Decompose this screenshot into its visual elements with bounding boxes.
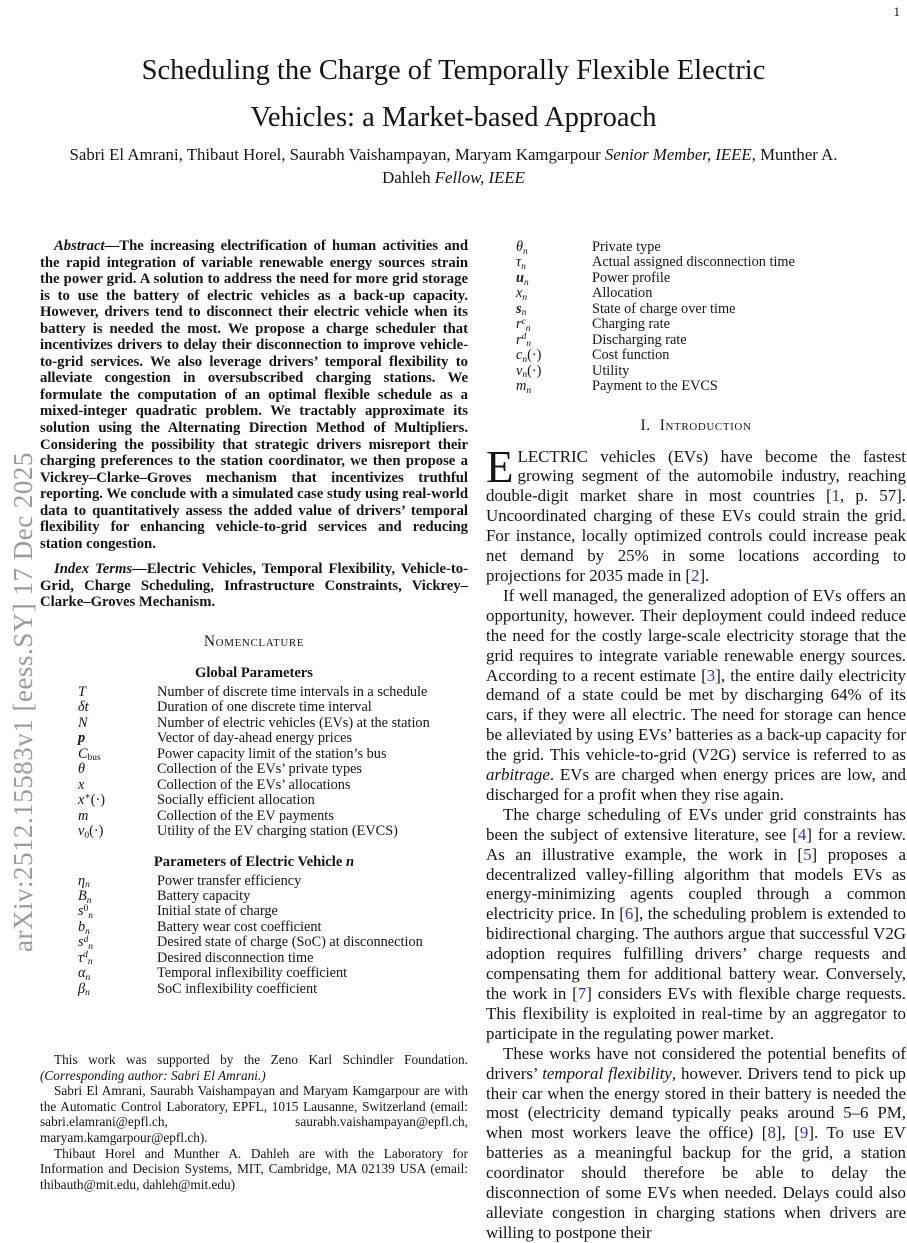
text-segment: This work was supported by the Zeno Karl Schindler Foundation.: [54, 1052, 468, 1067]
symbol-description: [157, 981, 317, 997]
text-segment: ∗: [84, 792, 91, 803]
intro-paragraph-2: [486, 586, 906, 805]
citation-link[interactable]: 9: [799, 1123, 809, 1143]
text-segment: (·): [527, 362, 542, 379]
nomenclature-entry: [40, 716, 468, 731]
text-segment: n: [526, 385, 532, 396]
text-segment: d: [83, 950, 88, 961]
text-segment: C: [78, 745, 88, 762]
right-column: [486, 239, 907, 1242]
nomenclature-entry: [486, 333, 906, 348]
symbol-description: [157, 903, 278, 919]
text-segment: ] for a review. As an illustrative example, the work in [: [486, 824, 906, 864]
ev-parameters-heading: [40, 854, 468, 871]
global-parameters-list: [40, 685, 468, 840]
global-parameters-heading: Global Parameters: [195, 665, 313, 682]
text-segment: n: [525, 323, 531, 334]
text-segment: n: [85, 880, 90, 891]
citation-link[interactable]: 4: [797, 824, 807, 844]
symbol-description: [157, 808, 334, 824]
text-segment: Temporal inflexibility coefficient: [157, 965, 348, 982]
text-segment: N: [78, 714, 88, 731]
citation-link[interactable]: 5: [803, 844, 812, 864]
text-segment: n: [526, 339, 532, 350]
text-segment: v: [516, 362, 523, 379]
nomenclature-entry: [40, 747, 468, 762]
affiliation-mit: [40, 1146, 468, 1193]
text-segment: These works have not considered the potential benefits of drivers’: [486, 1043, 906, 1083]
text-segment: The charge scheduling of EVs under grid constraints has been the subject of extensive literature, see [: [486, 804, 906, 844]
nomenclature-entry: [486, 348, 906, 363]
citation-link[interactable]: 6: [624, 904, 634, 924]
symbol-description: [157, 699, 372, 715]
symbol-description: [592, 316, 670, 332]
citation-link[interactable]: 8: [767, 1123, 776, 1143]
text-segment: u: [516, 269, 524, 286]
symbol: [78, 716, 88, 731]
text-segment: n: [523, 246, 528, 257]
nomenclature-entry: [40, 685, 468, 700]
text-segment: n: [521, 262, 526, 273]
text-segment: n: [85, 926, 90, 937]
text-segment: ], [: [775, 1123, 800, 1143]
text-segment: Socially efficient allocation: [157, 792, 315, 809]
text-segment: —The increasing electrification of human activities and the rapid integration of variable renewable energy sources strain the power grid. A solution to address the need for more grid storage is to use the battery of electric vehicles as a back-up capacity. However, drivers tend to disconnect their electric vehicle when its battery is needed the most. We propose a charge scheduler that incentivizes drivers to delay their disconnection to improve vehicle-to-grid services. We also leverage drivers’ temporal flexibility to alleviate congestion in oversubscribed charging stations. We formulate the computation of an optimal flexible schedule as a mixed-integer quadratic problem. We tractably approximate its solution using the Alternating Direction Method of Multipliers. Considering the possibility that strategic drivers misreport their charging preferences to the station coordinator, we then propose a Vickrey–Clarke–Groves mechanism that incentivizes truthful reporting. We conclude with a simulated case study using real-world data to quantitatively assess the added value of drivers’ temporal flexibility for enhancing vehicle-to-grid services and reducing station congestion.: [40, 238, 468, 552]
text-segment: v: [78, 823, 85, 840]
text-segment: (·): [89, 823, 104, 840]
text-segment: Utility: [592, 362, 630, 379]
text-segment: c: [516, 347, 523, 364]
title-line-2: Vehicles: a Market-based Approach: [250, 101, 657, 133]
text-segment: η: [78, 872, 86, 889]
text-segment: Cost function: [592, 347, 670, 364]
page-number: 1: [893, 4, 900, 19]
symbol-description: [157, 934, 423, 950]
text-segment: Index Terms: [54, 561, 133, 578]
text-segment: n: [522, 354, 528, 365]
symbol: [78, 700, 89, 715]
symbol-description: [157, 823, 398, 839]
text-segment: Battery capacity: [157, 888, 251, 905]
nomenclature-entry: [486, 302, 906, 317]
text-segment: B: [78, 888, 87, 905]
nomenclature-entry: [486, 254, 906, 273]
symbol-description: [592, 285, 652, 301]
text-segment: n: [522, 293, 528, 303]
citation-link[interactable]: 1: [831, 486, 841, 506]
text-segment: θ: [516, 239, 524, 255]
text-segment: T: [78, 684, 86, 701]
symbol: [78, 762, 85, 777]
text-segment: (·): [527, 347, 542, 364]
text-segment: Discharging rate: [592, 331, 687, 348]
symbol-description: [157, 684, 427, 700]
symbol-description: [157, 965, 347, 981]
text-segment: Allocation: [592, 285, 653, 302]
text-segment: n: [85, 972, 91, 983]
text-segment: τ: [78, 949, 84, 966]
text-segment: Payment to the EVCS: [592, 378, 718, 395]
nomenclature-entry: [486, 286, 906, 301]
nomenclature-entry: [40, 920, 468, 935]
text-segment: β: [78, 980, 86, 997]
symbol-description: [157, 746, 387, 762]
text-segment: n: [521, 308, 527, 319]
left-column: [40, 238, 468, 1200]
text-segment: ]. To use EV batteries as a meaningful backup for the grid, a station coordinator should therefore be able to delay the disconnection of some EVs when needed. Delays could also alleviate congestion in charging stations when drivers are willing to postpone their: [486, 1123, 906, 1242]
text-segment: n: [522, 370, 528, 381]
text-segment: , p. 57]. Uncoordinated charging of these EVs could strain the grid. For instance, locally optimized controls could increase peak net demand by 25% in some locations according to projections for 2035 made in [: [486, 486, 906, 585]
text-segment: (Corresponding author: Sabri El Amrani.): [40, 1067, 266, 1083]
nomenclature-entry: [40, 951, 468, 966]
section-number: I.: [640, 416, 651, 434]
text-segment: Power profile: [592, 269, 671, 286]
text-segment: n: [87, 957, 93, 968]
text-segment: Charging rate: [592, 316, 670, 333]
text-segment: ] considers EVs with flexible charge requests. This flexibility is exploited in real-time by an aggregator to participate in the regulating power market.: [486, 984, 907, 1043]
text-segment: n: [345, 853, 355, 870]
symbol-description: [592, 378, 718, 394]
nomenclature-entry: [40, 982, 468, 997]
symbol-description: [157, 873, 301, 889]
text-segment: s: [78, 934, 84, 951]
authors-line-1: [23, 144, 884, 167]
symbol-description: [592, 347, 669, 363]
symbol: [78, 778, 84, 793]
text-segment: n: [523, 277, 529, 288]
nomenclature-entry: [40, 731, 468, 746]
symbol-description: [157, 715, 430, 731]
citation-link[interactable]: 3: [706, 665, 716, 685]
text-segment: . EVs are charged when energy prices are low, and discharged for a profit when they rise again.: [486, 765, 906, 804]
symbol: [78, 982, 90, 999]
nomenclature-entry: [40, 966, 468, 981]
text-segment: b: [78, 918, 86, 935]
text-segment: θ: [78, 761, 86, 778]
text-segment: d: [521, 332, 527, 342]
text-segment: Thibaut Horel and Munther A. Dahleh are with the Laboratory for Information and Decision Systems, MIT, Cambridge, MA 02139 USA (email: thibauth@mit.edu, dahleh@mit.edu): [40, 1145, 468, 1192]
citation-link[interactable]: 7: [577, 984, 587, 1003]
text-segment: SoC inflexibility coefficient: [157, 980, 318, 997]
nomenclature-entry: [486, 379, 906, 394]
title-line-1: Scheduling the Charge of Temporally Flexible Electric: [141, 55, 766, 86]
text-segment: τ: [516, 254, 522, 271]
symbol: [78, 731, 85, 746]
text-segment: ].: [699, 565, 710, 585]
text-segment: LECTRIC vehicles (EVs) have become the fastest growing segment of the automobile industry, reaching double-digit market share in most countries [: [486, 446, 906, 506]
text-segment: (·): [90, 792, 106, 809]
text-segment: Private type: [592, 239, 661, 255]
text-segment: Collection of the EV payments: [157, 807, 334, 824]
text-segment: Senior Member, IEEE: [604, 145, 752, 164]
text-segment: α: [78, 965, 86, 982]
nomenclature-entry: [486, 317, 906, 332]
symbol: [78, 809, 88, 824]
text-segment: Duration of one discrete time interval: [157, 699, 372, 716]
symbol-description: [157, 919, 321, 935]
citation-link[interactable]: 2: [690, 565, 700, 585]
text-segment: temporal flexibility: [542, 1063, 672, 1083]
paragraph-text: [486, 441, 906, 585]
ev-parameters-list: [40, 874, 468, 998]
text-segment: —Electric Vehicles, Temporal Flexibility, Vehicle-to-Grid, Charge Scheduling, Infrastructure Constraints, Vickrey–Clarke–Groves Mechanism.: [40, 561, 468, 611]
text-segment: arbitrage: [486, 765, 550, 785]
symbol: [78, 685, 86, 700]
text-segment: n: [85, 988, 90, 999]
symbol-description: [157, 792, 315, 808]
text-segment: Number of electric vehicles (EVs) at the station: [157, 714, 430, 731]
text-segment: Sabri El Amrani, Saurabh Vaishampayan and Maryam Kamgarpour are with the Automatic Control Laboratory, EPFL, 1015 Lausanne, Switzerland (email: sabri.elamrani@epfl.ch, saurabh.vaishampayan@epfl.ch, maryam.kamgarpour@epfl.ch).: [40, 1083, 468, 1145]
footnote-block: [40, 1052, 468, 1192]
text-segment: x: [78, 776, 85, 793]
nomenclature-entry: [40, 934, 468, 953]
text-segment: Actual assigned disconnection time: [592, 254, 795, 271]
text-segment: x: [516, 285, 523, 302]
funding-note: [40, 1052, 468, 1083]
text-segment: Fellow, IEEE: [434, 167, 525, 187]
text-segment: 0: [83, 903, 89, 914]
text-segment: ], the scheduling problem is extended to bidirectional charging. The authors argue that successful V2G adoption requires fulfilling drivers’ charge requests and compensating them for additional battery wear. Conversely, the work in [: [486, 904, 906, 1003]
symbol-description: [592, 239, 661, 255]
symbol: [516, 379, 531, 396]
text-segment: , Munther A.: [751, 145, 838, 164]
affiliation-epfl: [40, 1083, 468, 1145]
text-segment: Dahleh: [382, 167, 435, 187]
section-title: Introduction: [659, 416, 752, 434]
text-segment: Battery wear cost coefficient: [157, 918, 322, 935]
text-segment: Initial state of charge: [157, 903, 278, 920]
intro-paragraph-1: [486, 441, 906, 586]
text-segment: Parameters of Electric Vehicle: [153, 853, 346, 870]
nomenclature-entry: [40, 824, 468, 839]
text-segment: Vector of day-ahead energy prices: [157, 730, 353, 747]
nomenclature-entry: [40, 700, 468, 715]
nomenclature-entry: [40, 903, 468, 922]
text-segment: bus: [87, 753, 101, 764]
symbol-description: [157, 761, 362, 777]
index-terms: [40, 561, 468, 611]
nomenclature-entry: [486, 240, 906, 255]
nomenclature-entry: [40, 762, 468, 777]
symbol-description: [592, 254, 795, 270]
text-segment: n: [88, 942, 94, 953]
text-segment: δt: [78, 699, 89, 716]
symbol: [78, 824, 103, 841]
paper-title: [0, 48, 907, 141]
nomenclature-entry: [40, 778, 468, 793]
intro-paragraph-3: [486, 805, 906, 1044]
text-segment: ], the entire daily electricity demand of a state could be met by discharging 64% of its cars, if they were all electric. The need for storage can hence be alleviated by using EVs’ batteries as a back-up capacity for the grid. This vehicle-to-grid (V2G) service is referred to as: [486, 665, 906, 765]
text-segment: Utility of the EV charging station (EVCS): [157, 823, 398, 840]
nomenclature-entry: [40, 874, 468, 889]
symbol-description: [157, 777, 351, 793]
symbol-description: [157, 888, 250, 904]
symbol-description: [592, 363, 629, 379]
text-segment: s: [516, 300, 522, 317]
introduction-heading: [486, 417, 906, 435]
nomenclature-heading: Nomenclature: [203, 633, 305, 651]
text-segment: Abstract: [54, 238, 105, 254]
arxiv-watermark: arXiv:2512.15583v1 [eess.SY] 17 Dec 2025: [8, 452, 38, 952]
text-segment: Power transfer efficiency: [157, 872, 302, 889]
ev-variables-list: [486, 240, 906, 395]
nomenclature-entry: [40, 889, 468, 904]
symbol-description: [592, 301, 735, 317]
text-segment: If well managed, the generalized adoption of EVs offers an opportunity, however. Their deployment could indeed reduce the need for the costly large-scale electricity storage that the grid requires to integrate variable renewable energy sources. According to a recent estimate [: [486, 585, 906, 685]
text-segment: p: [78, 730, 86, 747]
drop-cap: E: [486, 441, 514, 492]
nomenclature-entry: [486, 271, 906, 286]
text-segment: Collection of the EVs’ allocations: [157, 776, 351, 793]
text-segment: c: [521, 316, 526, 327]
text-segment: n: [86, 895, 92, 906]
text-segment: Power capacity limit of the station’s bus: [157, 745, 387, 762]
text-segment: x: [78, 792, 85, 809]
text-segment: Desired state of charge (SoC) at disconnection: [157, 934, 423, 951]
text-segment: r: [516, 316, 522, 333]
text-segment: ] proposes a decentralized valley-filling algorithm that models EVs as energy-minimizing agents coupled through a common electricity price. In [: [486, 844, 906, 924]
text-segment: m: [78, 807, 89, 824]
text-segment: m: [516, 378, 527, 395]
text-segment: , however. Drivers tend to pick up their car when the energy stored in their battery is needed the most (electricity demand typically peaks around 5–6 PM, when most workers leave the office) [: [486, 1063, 906, 1143]
nomenclature-entry: [486, 364, 906, 379]
symbol-description: [157, 730, 352, 746]
text-segment: d: [83, 934, 89, 945]
text-segment: s: [78, 903, 84, 920]
text-segment: n: [88, 911, 94, 922]
symbol-description: [592, 270, 670, 286]
text-segment: State of charge over time: [592, 300, 736, 317]
text-segment: Desired disconnection time: [157, 949, 314, 966]
text-segment: Collection of the EVs’ private types: [157, 761, 363, 778]
text-segment: Number of discrete time intervals in a schedule: [157, 684, 428, 701]
intro-paragraph-4: [486, 1044, 906, 1243]
nomenclature-entry: [40, 809, 468, 824]
text-segment: 0: [84, 830, 90, 841]
authors-line-2: [23, 167, 884, 190]
text-segment: r: [516, 331, 522, 348]
text-segment: Sabri El Amrani, Thibaut Horel, Saurabh Vaishampayan, Maryam Kamgarpour: [69, 145, 605, 164]
nomenclature-entry: [40, 793, 468, 808]
abstract: [40, 238, 468, 552]
symbol-description: [592, 332, 687, 348]
author-list: [23, 144, 884, 189]
symbol-description: [157, 950, 313, 966]
